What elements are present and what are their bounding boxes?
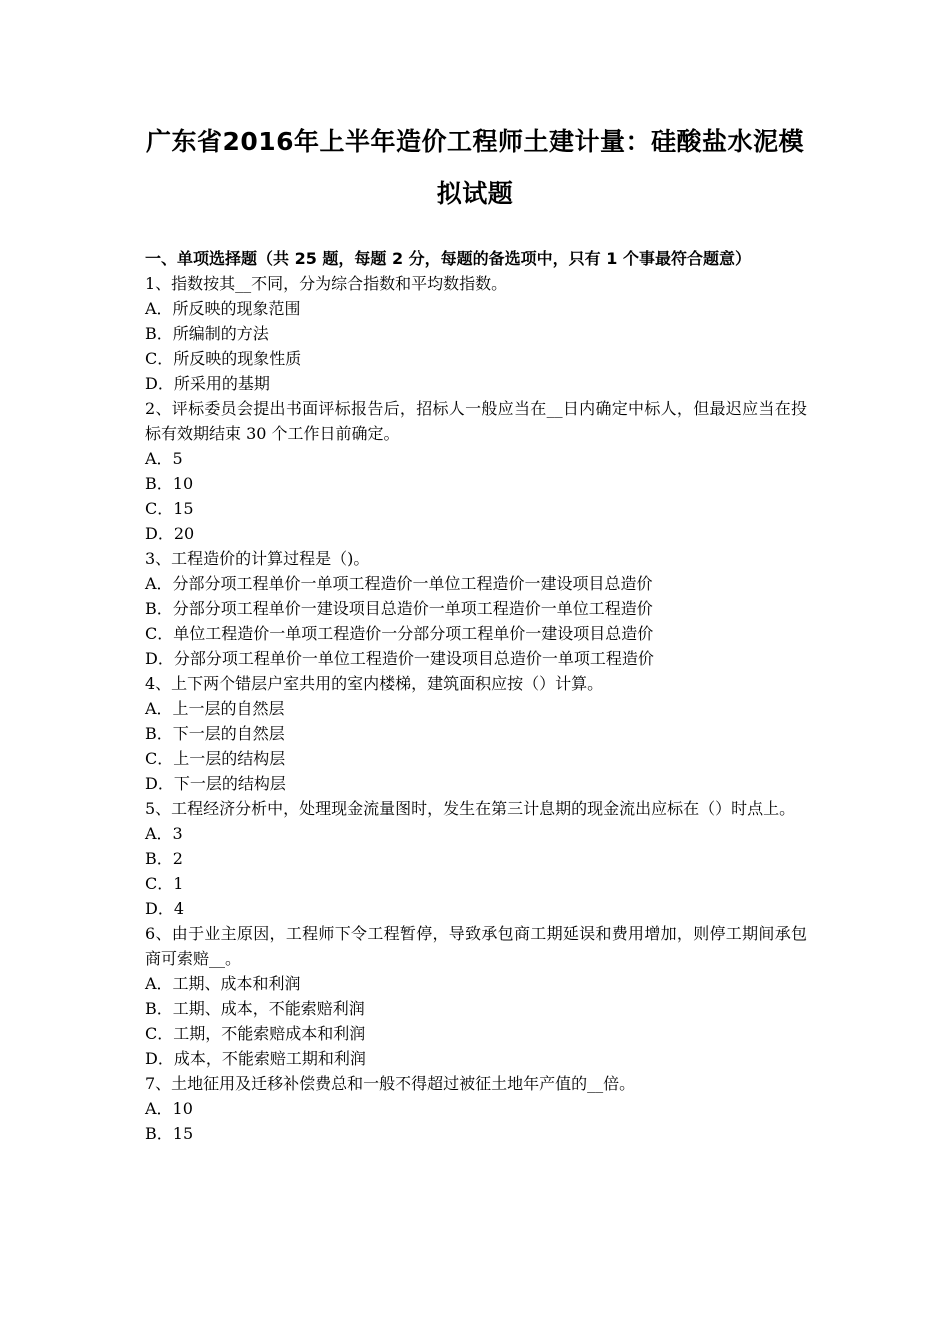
question-3 (145, 546, 807, 671)
question-stem: 7、土地征用及迁移补偿费总和一般不得超过被征土地年产值的__倍。 (145, 1074, 636, 1093)
question-5 (145, 796, 807, 921)
option-b: B．工期、成本，不能索赔利润 (145, 999, 365, 1018)
option-d: D．4 (145, 899, 185, 918)
option-d: D．成本，不能索赔工期和利润 (145, 1049, 366, 1068)
option-b: B．10 (145, 474, 194, 493)
option-b: B．下一层的自然层 (145, 724, 285, 743)
question-stem: 1、指数按其__不同，分为综合指数和平均数指数。 (145, 274, 508, 293)
option-a: A．工期、成本和利润 (145, 974, 301, 993)
option-d: D．所采用的基期 (145, 374, 270, 393)
question-stem: 4、上下两个错层户室共用的室内楼梯，建筑面积应按（）计算。 (145, 674, 604, 693)
question-1 (145, 271, 807, 396)
section-heading: 一、单项选择题（共 25 题，每题 2 分，每题的备选项中，只有 1 个事最符合题意） (145, 249, 751, 268)
question-stem: 2、评标委员会提出书面评标报告后，招标人一般应当在__日内确定中标人，但最迟应当在投标有效期结束 30 个工作日前确定。 (145, 399, 807, 443)
question-7 (145, 1071, 807, 1146)
option-d: D．下一层的结构层 (145, 774, 286, 793)
option-b: B．2 (145, 849, 183, 868)
question-4 (145, 671, 807, 796)
option-d: D．20 (145, 524, 195, 543)
option-c: C．15 (145, 499, 194, 518)
option-b: B．所编制的方法 (145, 324, 269, 343)
option-c: C．1 (145, 874, 184, 893)
document-title: 广东省2016年上半年造价工程师土建计量：硅酸盐水泥模拟试题 (145, 127, 805, 208)
option-a: A．上一层的自然层 (145, 699, 285, 718)
question-stem: 5、工程经济分析中，处理现金流量图时，发生在第三计息期的现金流出应标在（）时点上。 (145, 799, 796, 818)
option-d: D．分部分项工程单价一单位工程造价一建设项目总造价一单项工程造价 (145, 649, 654, 668)
question-6 (145, 921, 807, 1071)
option-a: A．3 (145, 824, 183, 843)
question-stem: 6、由于业主原因，工程师下令工程暂停，导致承包商工期延误和费用增加，则停工期间承包商可索赔__。 (145, 924, 807, 968)
option-a: A．5 (145, 449, 183, 468)
question-stem: 3、工程造价的计算过程是（)。 (145, 549, 370, 568)
option-a: A．10 (145, 1099, 193, 1118)
option-a: A．所反映的现象范围 (145, 299, 301, 318)
option-c: C．所反映的现象性质 (145, 349, 302, 368)
option-c: C．单位工程造价一单项工程造价一分部分项工程单价一建设项目总造价 (145, 624, 654, 643)
option-a: A．分部分项工程单价一单项工程造价一单位工程造价一建设项目总造价 (145, 574, 653, 593)
option-c: C．上一层的结构层 (145, 749, 286, 768)
option-b: B．分部分项工程单价一建设项目总造价一单项工程造价一单位工程造价 (145, 599, 653, 618)
document-body (145, 246, 807, 1146)
option-b: B．15 (145, 1124, 194, 1143)
question-2 (145, 396, 807, 546)
option-c: C．工期，不能索赔成本和利润 (145, 1024, 366, 1043)
